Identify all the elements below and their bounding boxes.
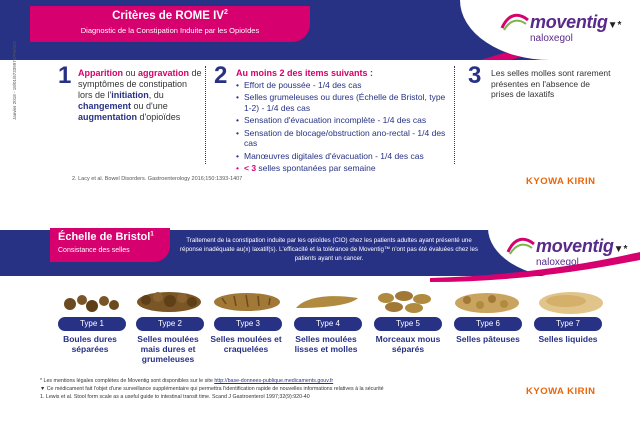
type-pill: Type 4 bbox=[294, 317, 362, 331]
footnote: ▼ Ce médicament fait l'objet d'une surveillance supplémentaire qui permettra l'identification rapide de nouvelles informations relatives à la sécurité bbox=[40, 386, 384, 392]
card-subtitle: Diagnostic de la Constipation Induite par les Opioïdes bbox=[80, 26, 260, 35]
moventig-logo bbox=[530, 12, 621, 44]
indication-text: Traitement de la constipation induite par les opioïdes (CIO) chez les patients adultes ayant présenté une réponse inadéquate au(x) laxatif(s). L'efficacité et la tolérance de Moventig™ n'ont pas été évaluées chez les patients ayant un cancer. bbox=[179, 237, 479, 262]
type-pill: Type 3 bbox=[214, 317, 282, 331]
criterion-2-heading: Au moins 2 des items suivants : bbox=[236, 68, 374, 78]
item-number-2: 2 bbox=[214, 62, 228, 89]
criterion-3-text: Les selles molles sont rarement présentes en l'absence de prises de laxatifs bbox=[491, 68, 611, 99]
type-description: Selles liquides bbox=[538, 334, 598, 344]
brand-subtitle: naloxegol bbox=[530, 33, 573, 44]
legal-link[interactable]: http://base-donnees-publique.medicaments.gouv.fr bbox=[214, 378, 334, 384]
bristol-card bbox=[0, 228, 640, 427]
list-item: • Selles grumeleuses ou dures (Échelle de Bristol, type 1-2) - 1/4 des cas bbox=[236, 92, 446, 113]
type-description: Morceaux mous séparés bbox=[375, 334, 441, 354]
card-subtitle: Consistance des selles bbox=[58, 247, 130, 254]
type-6-stool-image bbox=[452, 286, 522, 316]
type-pill: Type 6 bbox=[454, 317, 522, 331]
moventig-logo bbox=[536, 236, 627, 268]
type-pill: Type 7 bbox=[534, 317, 602, 331]
moventig-logo-icon bbox=[506, 234, 536, 256]
type-5-stool-image bbox=[374, 286, 438, 316]
title-pill bbox=[30, 6, 310, 42]
brand-name: moventig bbox=[536, 236, 614, 256]
type-2-stool-image bbox=[134, 286, 204, 316]
criterion-2-list bbox=[236, 80, 446, 174]
card-title: Critères de ROME $IV^2$ bbox=[112, 9, 228, 22]
list-item: • Sensation d'évacuation incomplète - 1/4 des cas bbox=[236, 115, 446, 126]
side-code: Janvier 2018 - 18/01/67339973/PM/002 bbox=[12, 40, 17, 120]
divider bbox=[205, 66, 206, 164]
list-item: • Effort de poussée - 1/4 des cas bbox=[236, 80, 446, 91]
brand-name: moventig bbox=[530, 12, 608, 32]
list-item: • Manœuvres digitales d'évacuation - 1/4 des cas bbox=[236, 151, 446, 162]
type-4-stool-image bbox=[292, 286, 362, 316]
brand-marks: ▼* bbox=[613, 244, 628, 255]
kyowa-kirin-logo: KYOWA KIRIN bbox=[526, 386, 596, 397]
type-description: Selles moulées lisses et molles bbox=[294, 334, 358, 354]
type-pill: Type 1 bbox=[58, 317, 126, 331]
type-1-stool-image bbox=[60, 286, 124, 316]
item-number-1: 1 bbox=[58, 62, 72, 89]
list-item: • Sensation de blocage/obstruction ano-rectal - 1/4 des cas bbox=[236, 128, 446, 149]
card-title: Échelle de Bristol$^1$ bbox=[58, 231, 154, 243]
divider bbox=[454, 66, 455, 164]
brand-subtitle: naloxegol bbox=[536, 257, 579, 268]
criterion-1-text: Apparition ou aggravation de symptômes de constipation lors de l'initiation, du changement ou d'une augmentation d'opioïdes bbox=[78, 68, 202, 122]
type-pill: Type 5 bbox=[374, 317, 442, 331]
type-7-stool-image bbox=[536, 286, 606, 316]
moventig-logo-icon bbox=[500, 10, 530, 32]
type-3-stool-image bbox=[212, 286, 282, 316]
criterion-2-text bbox=[236, 68, 446, 176]
type-description: Selles pâteuses bbox=[456, 334, 520, 344]
footnote: 1. Lewis et al. Stool form scale as a useful guide to intestinal transit time. Scand J Gastroenterol 1997;32(9):920-40 bbox=[40, 394, 310, 400]
type-pill: Type 2 bbox=[136, 317, 204, 331]
list-item: • < 3 selles spontanées par semaine bbox=[236, 163, 446, 174]
item-number-3: 3 bbox=[468, 62, 482, 89]
title-pill bbox=[50, 228, 170, 262]
type-description: Selles moulées mais dures et grumeleuses bbox=[137, 334, 199, 364]
reference: 2. Lacy et al. Bowel Disorders. Gastroenterology 2016;150:1393-1407 bbox=[72, 176, 243, 182]
type-description: Selles moulées et craquelées bbox=[210, 334, 282, 354]
kyowa-kirin-logo: KYOWA KIRIN bbox=[526, 176, 596, 187]
rome-iv-card bbox=[0, 0, 640, 200]
type-description: Boules dures séparées bbox=[63, 334, 117, 354]
brand-marks: ▼* bbox=[607, 20, 622, 31]
footnote: * Les mentions légales complètes de Moventig sont disponibles sur le site http://base-donnees-publique.medicaments.gouv.fr bbox=[40, 378, 334, 384]
